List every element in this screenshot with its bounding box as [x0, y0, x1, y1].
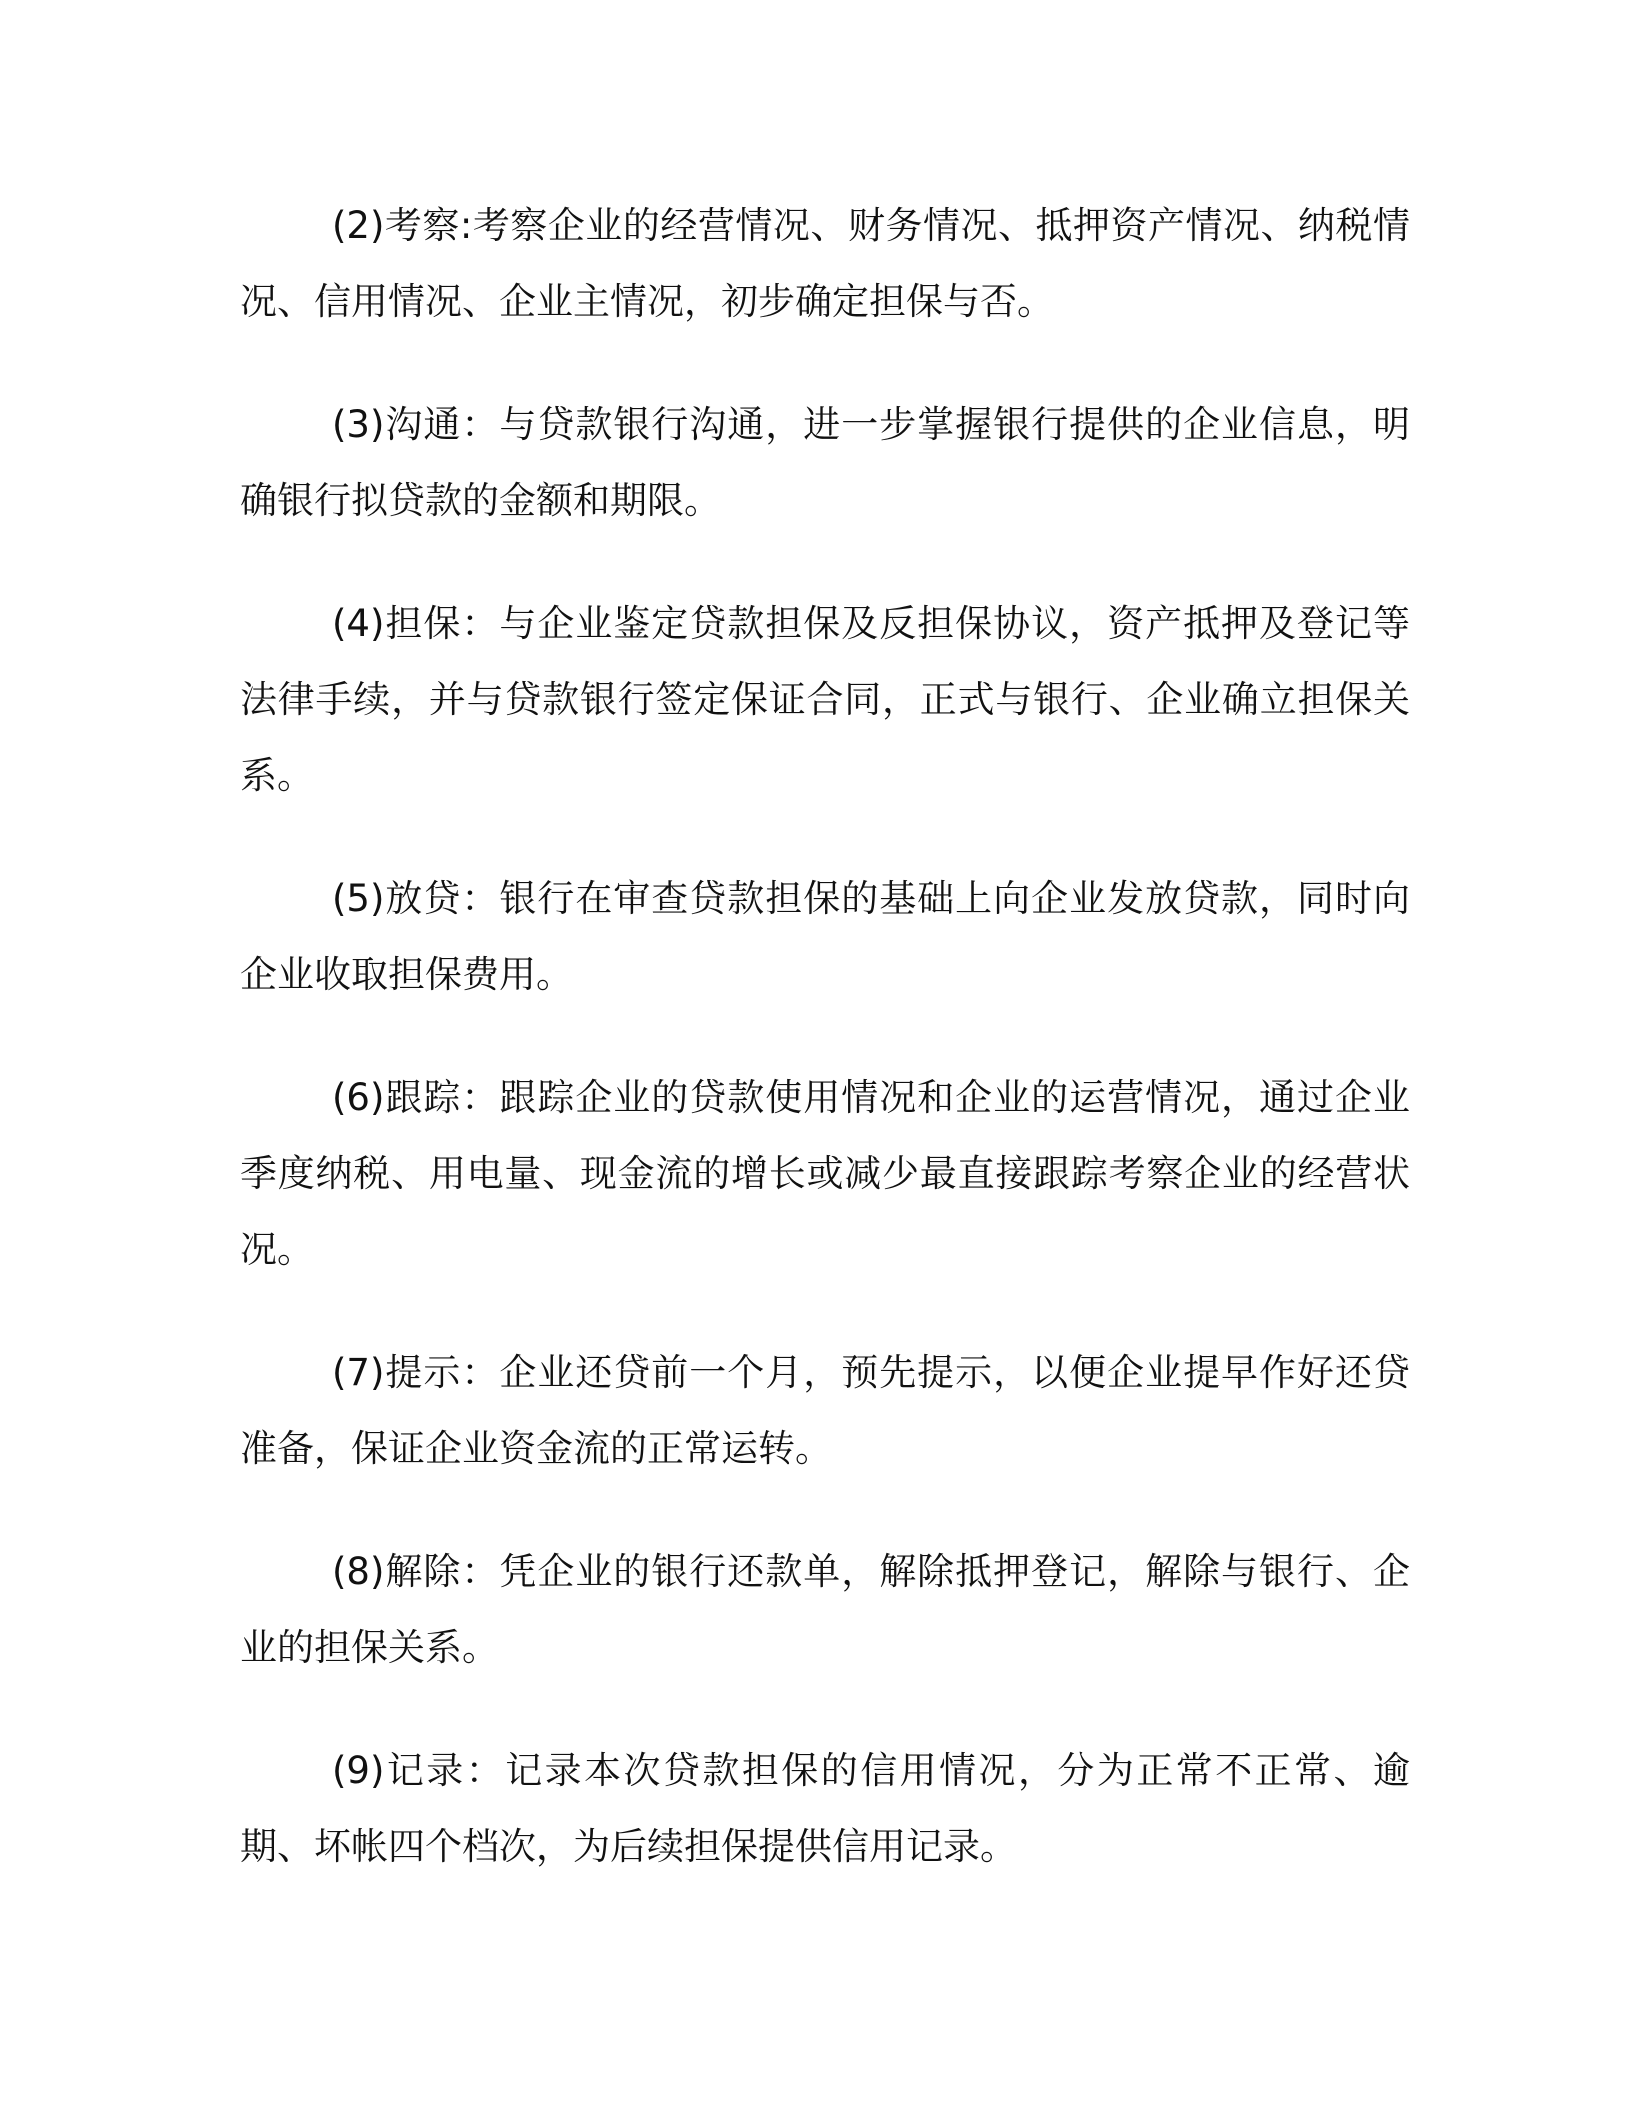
- paragraph-step-2: (2)考察:考察企业的经营情况、财务情况、抵押资产情况、纳税情况、信用情况、企业主情况，初步确定担保与否。: [240, 204, 1410, 323]
- paragraph-step-7: (7)提示：企业还贷前一个月，预先提示，以便企业提早作好还贷准备，保证企业资金流的正常运转。: [240, 1351, 1410, 1470]
- paragraph-step-8: (8)解除：凭企业的银行还款单，解除抵押登记，解除与银行、企业的担保关系。: [240, 1550, 1410, 1669]
- paragraph-step-5: (5)放贷：银行在审查贷款担保的基础上向企业发放贷款，同时向企业收取担保费用。: [240, 877, 1410, 996]
- paragraph-step-3: (3)沟通：与贷款银行沟通，进一步掌握银行提供的企业信息，明确银行拟贷款的金额和期限。: [240, 403, 1410, 522]
- paragraph-step-6: (6)跟踪：跟踪企业的贷款使用情况和企业的运营情况，通过企业季度纳税、用电量、现金流的增长或减少最直接跟踪考察企业的经营状况。: [240, 1076, 1410, 1271]
- paragraph-step-4: (4)担保：与企业鉴定贷款担保及反担保协议，资产抵押及登记等法律手续，并与贷款银行签定保证合同，正式与银行、企业确立担保关系。: [240, 602, 1410, 797]
- paragraph-step-9: (9)记录：记录本次贷款担保的信用情况，分为正常不正常、逾期、坏帐四个档次，为后续担保提供信用记录。: [240, 1749, 1410, 1868]
- document-body: [240, 188, 1410, 1932]
